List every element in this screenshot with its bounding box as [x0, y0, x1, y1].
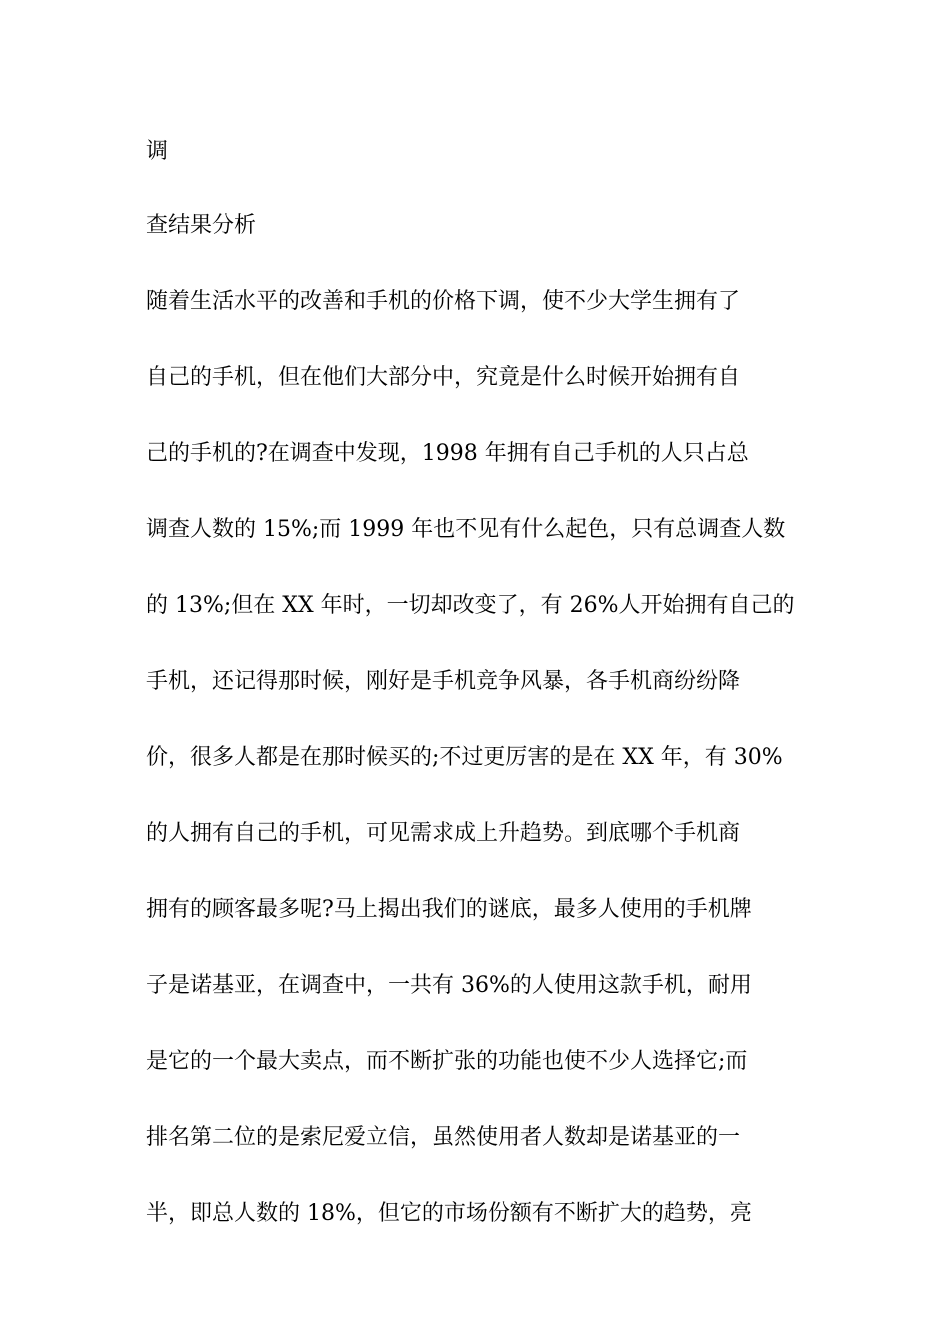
body-line-2: 自己的手机，但在他们大部分中，究竟是什么时候开始拥有自 [146, 365, 741, 390]
body-line-10: 子是诺基亚，在调查中，一共有 36%的人使用这款手机，耐用 [146, 973, 752, 998]
heading-line-1: 调 [146, 139, 169, 164]
body-line-7: 价，很多人都是在那时候买的;不过更厉害的是在 XX 年，有 30% [146, 745, 783, 770]
body-line-12: 排名第二位的是索尼爱立信，虽然使用者人数却是诺基亚的一 [146, 1125, 741, 1150]
body-line-8: 的人拥有自己的手机，可见需求成上升趋势。到底哪个手机商 [146, 821, 741, 846]
body-line-5: 的 13%;但在 XX 年时，一切却改变了，有 26%人开始拥有自己的 [146, 593, 795, 618]
body-line-11: 是它的一个最大卖点，而不断扩张的功能也使不少人选择它;而 [146, 1049, 748, 1074]
body-line-6: 手机，还记得那时候，刚好是手机竞争风暴，各手机商纷纷降 [146, 669, 741, 694]
body-line-4: 调查人数的 15%;而 1999 年也不见有什么起色，只有总调查人数 [146, 517, 786, 542]
heading-line-2: 查结果分析 [146, 213, 257, 238]
body-line-1: 随着生活水平的改善和手机的价格下调，使不少大学生拥有了 [146, 289, 741, 314]
body-line-13: 半，即总人数的 18%，但它的市场份额有不断扩大的趋势，亮 [146, 1201, 752, 1226]
body-line-9: 拥有的顾客最多呢?马上揭出我们的谜底，最多人使用的手机牌 [146, 897, 752, 922]
body-line-3: 己的手机的?在调查中发现，1998 年拥有自己手机的人只占总 [146, 441, 749, 466]
